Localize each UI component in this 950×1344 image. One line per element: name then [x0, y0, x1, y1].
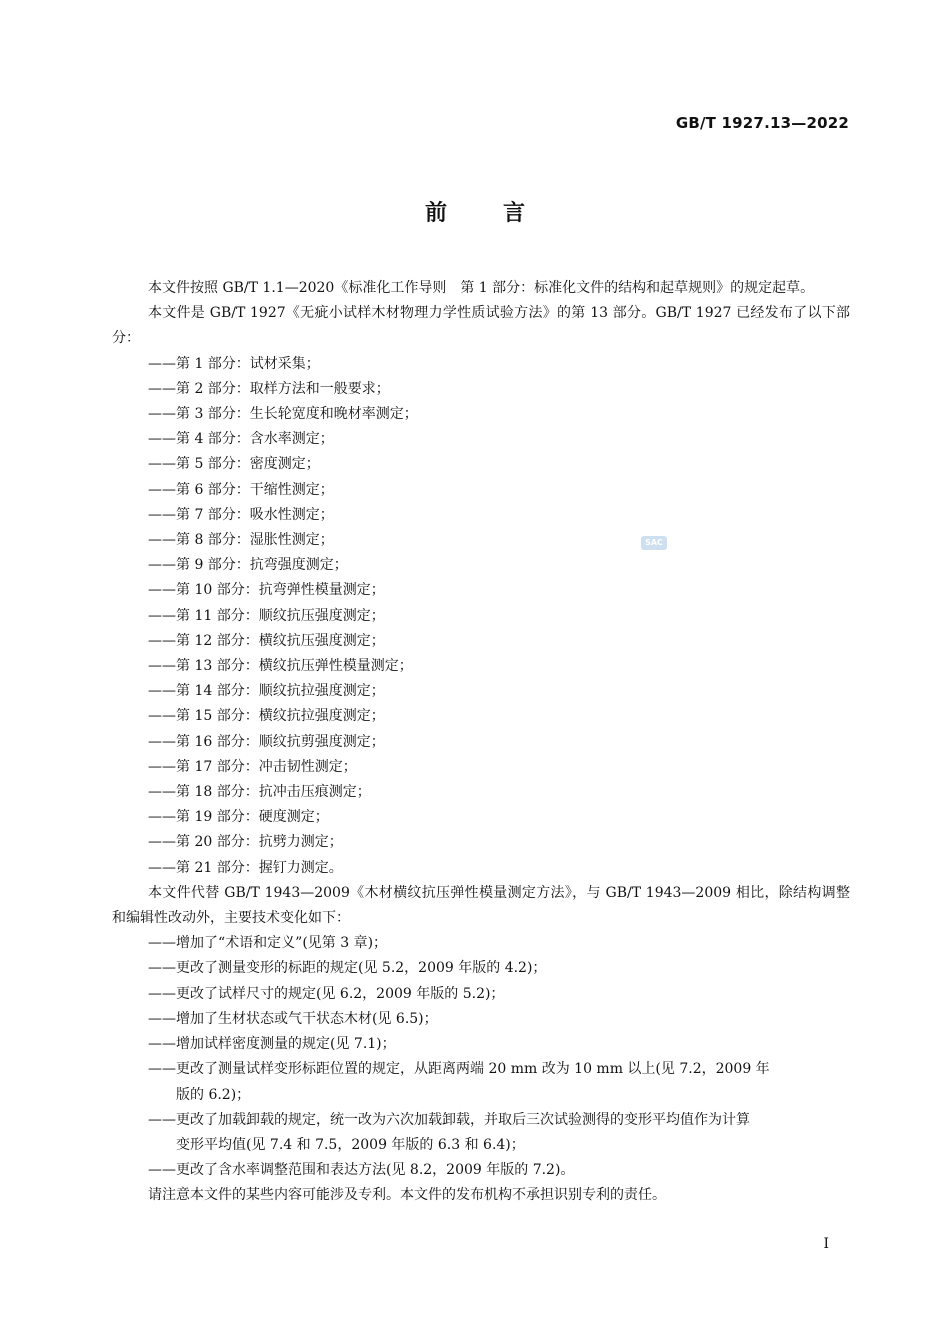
- list-item: ——第 19 部分：硬度测定；: [148, 809, 329, 826]
- changes-list: [112, 931, 850, 1183]
- list-item: ——第 16 部分：顺纹抗剪强度测定；: [148, 733, 385, 750]
- list-item: [112, 1108, 850, 1158]
- paragraph-series-intro: 本文件是 GB/T 1927《无疵小试样木材物理力学性质试验方法》的第 13 部分。GB/T 1927 已经发布了以下部分：: [112, 305, 850, 347]
- list-item-continuation: 变形平均值(见 7.4 和 7.5，2009 年版的 6.3 和 6.4)；: [176, 1136, 525, 1153]
- list-item: ——第 14 部分：顺纹抗拉强度测定；: [148, 683, 385, 700]
- list-item-continuation: 版的 6.2)；: [176, 1086, 251, 1103]
- list-item: ——更改了试样尺寸的规定(见 6.2，2009 年版的 5.2)；: [148, 985, 505, 1002]
- list-item: ——第 6 部分：干缩性测定；: [148, 481, 334, 498]
- list-item: ——第 18 部分：抗冲击压痕测定；: [148, 784, 371, 801]
- list-item: ——更改了测量变形的标距的规定(见 5.2，2009 年版的 4.2)；: [148, 960, 547, 977]
- list-item: ——增加了“术语和定义”(见第 3 章)；: [148, 935, 388, 952]
- list-item: ——更改了含水率调整范围和表达方法(见 8.2，2009 年版的 7.2)。: [148, 1162, 575, 1179]
- sac-watermark-logo: SAC: [641, 536, 667, 550]
- standard-number: GB/T 1927.13—2022: [675, 114, 849, 132]
- document-body: [112, 276, 850, 1209]
- list-item: ——增加了生材状态或气干状态木材(见 6.5)；: [148, 1010, 438, 1027]
- page-title: 前言: [424, 201, 581, 226]
- list-item-line: ——更改了测量试样变形标距位置的规定，从距离两端 20 mm 改为 10 mm 以上(见 7.2，2009 年: [148, 1061, 770, 1078]
- list-item: ——第 17 部分：冲击韧性测定；: [148, 758, 357, 775]
- list-item: ——第 1 部分：试材采集；: [148, 355, 320, 372]
- list-item: ——第 10 部分：抗弯弹性模量测定；: [148, 582, 385, 599]
- paragraph-drafting-rule: 本文件按照 GB/T 1.1—2020《标准化工作导则 第 1 部分：标准化文件的结构和起草规则》的规定起草。: [148, 280, 815, 296]
- list-item: ——第 20 部分：抗劈力测定；: [148, 834, 343, 851]
- list-item: ——第 7 部分：吸水性测定；: [148, 506, 334, 523]
- list-item: ——第 9 部分：抗弯强度测定；: [148, 557, 348, 574]
- list-item: ——第 21 部分：握钉力测定。: [148, 859, 343, 876]
- list-item: ——第 11 部分：顺纹抗压强度测定；: [148, 607, 385, 624]
- list-item-line: ——更改了加载卸载的规定，统一改为六次加载卸载，并取后三次试验测得的变形平均值作为计算: [148, 1111, 750, 1128]
- list-item: ——第 3 部分：生长轮宽度和晚材率测定；: [148, 406, 418, 423]
- list-item: ——第 15 部分：横纹抗拉强度测定；: [148, 708, 385, 725]
- list-item: ——增加试样密度测量的规定(见 7.1)；: [148, 1036, 396, 1053]
- list-item: ——第 8 部分：湿胀性测定；: [148, 532, 334, 549]
- parts-list: [112, 352, 850, 881]
- paragraph-patent-notice: 请注意本文件的某些内容可能涉及专利。本文件的发布机构不承担识别专利的责任。: [148, 1187, 666, 1204]
- page-number: I: [823, 1236, 829, 1252]
- list-item: ——第 13 部分：横纹抗压弹性模量测定；: [148, 658, 413, 675]
- list-item: ——第 2 部分：取样方法和一般要求；: [148, 380, 390, 397]
- list-item: ——第 12 部分：横纹抗压强度测定；: [148, 632, 385, 649]
- list-item: [112, 1057, 850, 1107]
- list-item: ——第 4 部分：含水率测定；: [148, 431, 334, 448]
- paragraph-replacement: 本文件代替 GB/T 1943—2009《木材横纹抗压弹性模量测定方法》，与 GB/T 1943—2009 相比，除结构调整和编辑性改动外，主要技术变化如下：: [112, 884, 850, 927]
- list-item: ——第 5 部分：密度测定；: [148, 456, 320, 473]
